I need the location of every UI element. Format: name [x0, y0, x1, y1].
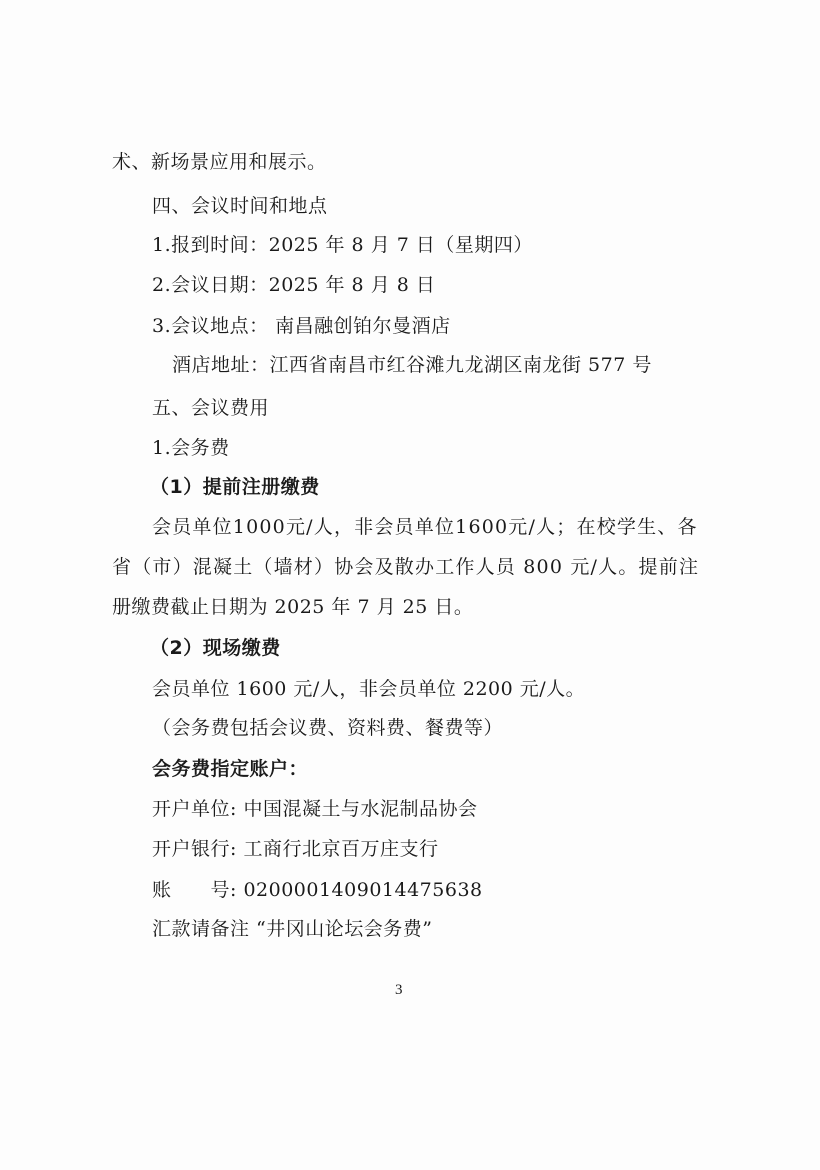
section-heading-4: 四、会议时间和地点	[152, 195, 328, 217]
paragraph-continuation: 术、新场景应用和展示。	[112, 151, 327, 173]
fee-inclusion-note: （会务费包括会议费、资料费、餐费等）	[152, 717, 504, 739]
account-unit: 开户单位: 中国混凝土与水泥制品协会	[152, 798, 478, 820]
hotel-address: 酒店地址：江西省南昌市红谷滩九龙湖区南龙街 577 号	[172, 354, 652, 376]
meeting-date: 2.会议日期：2025 年 8 月 8 日	[152, 274, 436, 296]
account-bank: 开户银行: 工商行北京百万庄支行	[152, 838, 439, 860]
meeting-venue: 3.会议地点： 南昌融创铂尔曼酒店	[152, 315, 451, 337]
section-heading-5: 五、会议费用	[152, 397, 270, 419]
early-fee-paragraph-line-1: 会员单位1000元/人，非会员单位1600元/人；在校学生、各	[152, 516, 698, 538]
early-registration-heading: （1）提前注册缴费	[150, 476, 320, 498]
registration-time: 1.报到时间：2025 年 8 月 7 日（星期四）	[152, 234, 533, 256]
onsite-payment-heading: （2）现场缴费	[150, 637, 281, 659]
account-heading: 会务费指定账户：	[152, 758, 309, 780]
account-number: 账 号: 0200001409014475638	[152, 879, 483, 901]
page-number: 3	[395, 982, 403, 998]
remittance-note: 汇款请备注 “井冈山论坛会务费”	[152, 918, 433, 940]
early-fee-paragraph-line-3: 册缴费截止日期为 2025 年 7 月 25 日。	[112, 596, 474, 618]
onsite-fee-text: 会员单位 1600 元/人，非会员单位 2200 元/人。	[152, 678, 586, 700]
conference-fee-heading: 1.会务费	[152, 437, 230, 459]
early-fee-paragraph-line-2: 省（市）混凝土（墙材）协会及散办工作人员 800 元/人。提前注	[112, 556, 700, 578]
